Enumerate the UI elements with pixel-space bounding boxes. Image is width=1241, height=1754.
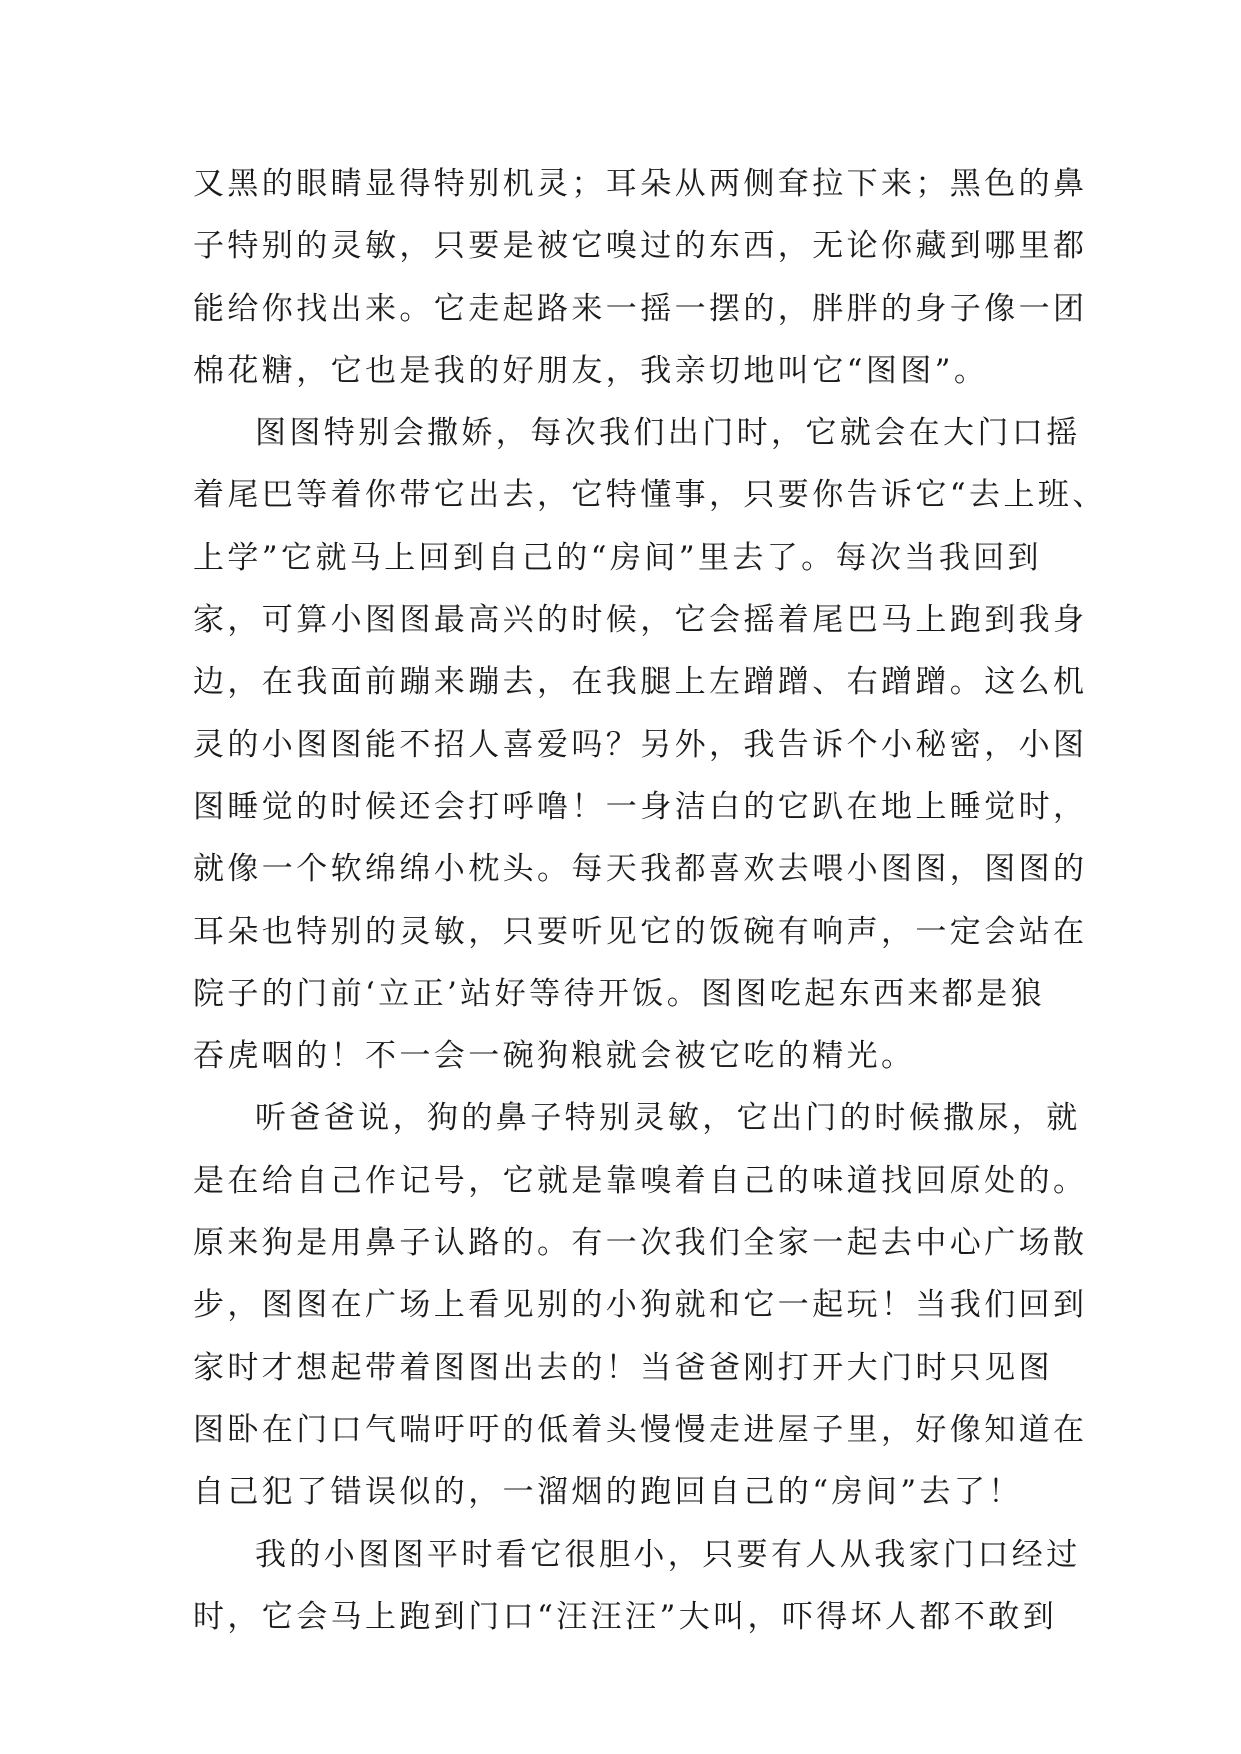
paragraph-first-line: 图图特别会撒娇，每次我们出门时，它就会在大门口摇 [255,415,1081,452]
text-line: 吞虎咽的！不一会一碗狗粮就会被它吃的精光。 [193,1038,916,1075]
text-line: 上学”它就马上回到自己的“房间”里去了。每次当我回到 [193,539,1042,576]
text-line: 棉花糖，它也是我的好朋友，我亲切地叫它“图图”。 [193,352,989,389]
text-line: 灵的小图图能不招人喜爱吗？另外，我告诉个小秘密，小图 [193,726,1088,763]
text-line: 时，它会马上跑到门口“汪汪汪”大叫，吓得坏人都不敢到 [193,1598,1058,1635]
text-line: 图睡觉的时候还会打呼噜！一身洁白的它趴在地上睡觉时， [193,788,1088,825]
text-line: 家，可算小图图最高兴的时候，它会摇着尾巴马上跑到我身 [193,602,1088,639]
text-line: 院子的门前‘立正’站好等待开饭。图图吃起东西来都是狼 [193,975,1046,1012]
text-line: 能给你找出来。它走起路来一摇一摆的，胖胖的身子像一团 [193,290,1088,327]
paragraph-first-line: 听爸爸说，狗的鼻子特别灵敏，它出门的时候撒尿，就 [255,1100,1081,1137]
paragraph-first-line: 我的小图图平时看它很胆小，只要有人从我家门口经过 [255,1536,1081,1573]
text-line: 家时才想起带着图图出去的！当爸爸刚打开大门时只见图 [193,1349,1053,1386]
text-line: 耳朵也特别的灵敏，只要听见它的饭碗有响声，一定会站在 [193,913,1088,950]
text-line: 图卧在门口气喘吁吁的低着头慢慢走进屋子里，好像知道在 [193,1411,1088,1448]
text-line: 边，在我面前蹦来蹦去，在我腿上左蹭蹭、右蹭蹭。这么机 [193,664,1088,701]
text-line: 就像一个软绵绵小枕头。每天我都喜欢去喂小图图，图图的 [193,851,1088,888]
text-line: 是在给自己作记号，它就是靠嗅着自己的味道找回原处的。 [193,1162,1088,1199]
text-line: 着尾巴等着你带它出去，它特懂事，只要你告诉它“去上班、 [193,477,1107,514]
text-line: 子特别的灵敏，只要是被它嗅过的东西，无论你藏到哪里都 [193,228,1088,265]
text-line: 自己犯了错误似的，一溜烟的跑回自己的“房间”去了！ [193,1474,1023,1511]
text-line: 又黑的眼睛显得特别机灵；耳朵从两侧耷拉下来；黑色的鼻 [193,166,1088,202]
text-line: 步，图图在广场上看见别的小狗就和它一起玩！当我们回到 [193,1287,1088,1324]
text-line: 原来狗是用鼻子认路的。有一次我们全家一起去中心广场散 [193,1225,1088,1262]
body-text [193,153,1107,1648]
